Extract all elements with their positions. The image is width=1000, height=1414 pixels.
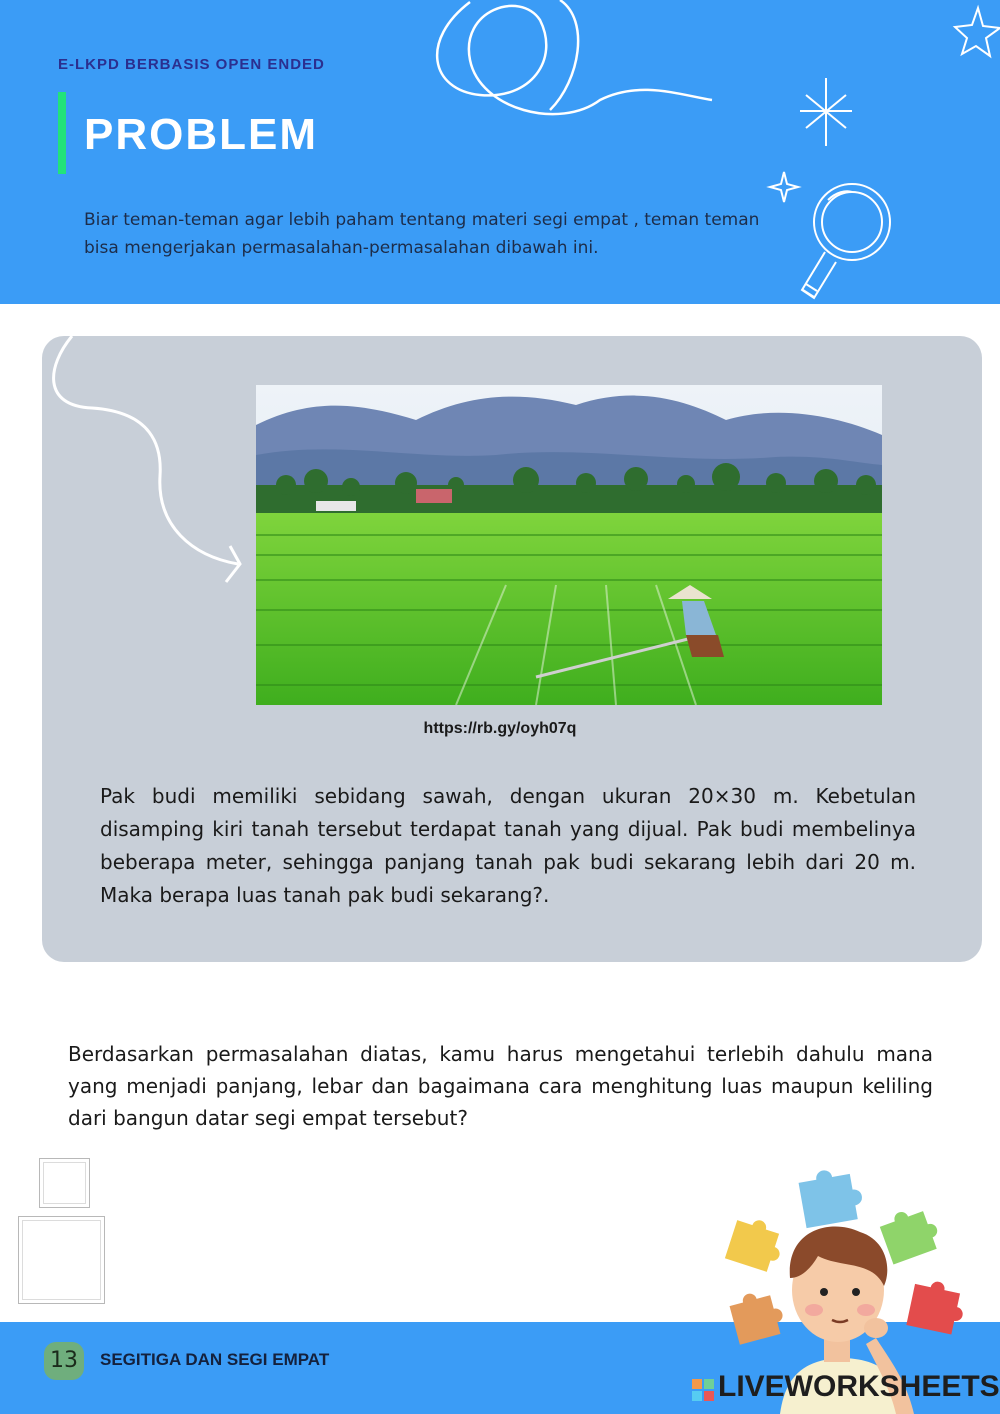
liveworksheets-brand[interactable]: LIVEWORKSHEETS [718, 1370, 1000, 1403]
footer-title: SEGITIGA DAN SEGI EMPAT [100, 1350, 330, 1369]
page-title: PROBLEM [84, 110, 318, 159]
page-number: 13 [44, 1342, 84, 1380]
worksheet-kicker: E-LKPD BERBASIS OPEN ENDED [58, 56, 325, 73]
answer-input-2[interactable] [18, 1216, 105, 1304]
liveworksheets-logo-icon [692, 1379, 714, 1401]
question-text: Berdasarkan permasalahan diatas, kamu harus mengetahui terlebih dahulu mana yang menjadi panjang, lebar dan bagaimana cara menghitung luas maupun keliling dari bangun datar segi empat tersebut? [68, 1042, 933, 1130]
header-banner [0, 0, 1000, 304]
intro-text: Biar teman-teman agar lebih paham tentang materi segi empat , teman teman bisa mengerjakan permasalahan-permasalahan dibawah ini. [84, 210, 760, 258]
answer-input-1[interactable] [39, 1158, 90, 1208]
curved-arrow-icon [42, 336, 262, 596]
rice-field-farmer-photo-icon [256, 385, 882, 705]
problem-card [42, 336, 982, 962]
rice-field-photo [256, 385, 882, 705]
problem-text: Pak budi memiliki sebidang sawah, dengan ukuran 20×30 m. Kebetulan disamping kiri tanah tersebut terdapat tanah yang dijual. Pak budi membelinya beberapa meter, sehingga panjang tanah pak budi sekarang lebih dari 20 m. Maka berapa luas tanah pak budi sekarang?. [100, 784, 916, 907]
title-accent-bar [58, 92, 66, 174]
photo-source-link[interactable]: https://rb.gy/oyh07q [423, 720, 577, 737]
